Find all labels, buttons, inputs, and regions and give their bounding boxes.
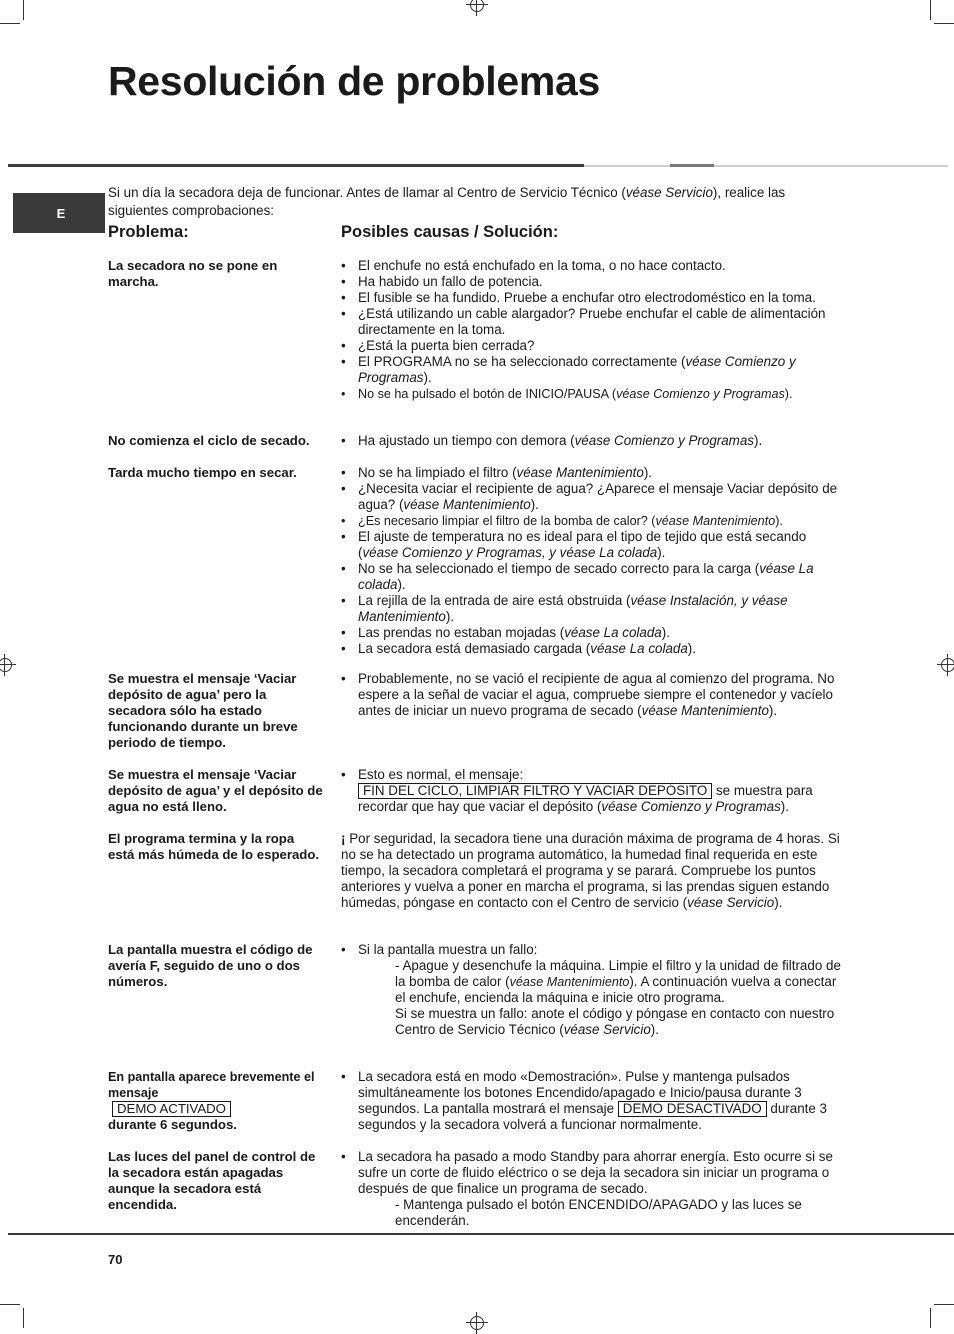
solution-block	[341, 831, 841, 911]
problem-text: Se muestra el mensaje ‘Vaciar depósito de agua’ pero la secadora sólo ha estado funcionando durante un breve periodo de tiempo.	[108, 671, 298, 750]
problem-text: Se muestra el mensaje ‘Vaciar depósito de agua’ y el depósito de agua no está lleno.	[108, 767, 323, 814]
page-number: 70	[108, 1252, 123, 1267]
list-item: • La secadora está demasiado cargada (véase La colada).	[341, 641, 841, 657]
problem-text: La secadora no se pone en marcha.	[108, 258, 278, 289]
sub-instruction: Si se muestra un fallo: anote el código y póngase en contacto con nuestro Centro de Servicio Técnico (véase Servicio).	[395, 1006, 835, 1037]
solution-block	[341, 465, 841, 657]
display-message-box: DEMO DESACTIVADO	[618, 1101, 767, 1117]
solution-block	[341, 671, 841, 719]
sub-instruction: - Apague y desenchufe la máquina. Limpie el filtro y la unidad de filtrado de la bomba de calor (véase Mantenimiento). A continuación vuelva a conectar el enchufe, encienda la máquina e inicie otro programa.	[395, 958, 841, 1005]
solution-block	[341, 1149, 841, 1229]
display-message-box: FIN DEL CICLO, LIMPIAR FILTRO Y VACIAR DEPÓSITO	[358, 783, 712, 799]
problem-column-header: Problema:	[108, 223, 189, 241]
solution-block	[341, 1069, 841, 1133]
sub-instruction: - Mantenga pulsado el botón ENCENDIDO/APAGADO y las luces se encenderán.	[395, 1197, 802, 1228]
problem-text: La pantalla muestra el código de avería F, seguido de uno o dos números.	[108, 942, 313, 989]
language-tab: E	[13, 193, 105, 233]
list-item: • ¿Necesita vaciar el recipiente de agua? ¿Aparece el mensaje Vaciar depósito de agua? (véase Mantenimiento).	[341, 481, 841, 513]
list-item: • Las prendas no estaban mojadas (véase La colada).	[341, 625, 841, 641]
registration-mark-right-icon	[937, 654, 954, 676]
registration-mark-top-icon	[466, 0, 488, 16]
list-item: • El enchufe no está enchufado en la toma, o no hace contacto.	[341, 258, 841, 274]
solution-column-header: Posibles causas / Solución:	[341, 223, 559, 241]
list-item: • No se ha pulsado el botón de INICIO/PAUSA (véase Comienzo y Programas).	[341, 386, 841, 402]
problem-text: Las luces del panel de control de la secadora están apagadas aunque la secadora está encendida.	[108, 1149, 316, 1212]
list-item: • Probablemente, no se vació el recipiente de agua al comienzo del programa. No espere a la señal de vaciar el agua, compruebe siempre el contenedor y vacíelo antes de iniciar un nuevo programa de secado (véase Mantenimiento).	[341, 671, 841, 719]
list-item: • Ha habido un fallo de potencia.	[341, 274, 841, 290]
list-item: • No se ha seleccionado el tiempo de secado correcto para la carga (véase La colada).	[341, 561, 841, 593]
list-item: • ¿Está la puerta bien cerrada?	[341, 338, 841, 354]
list-item: • ¿Está utilizando un cable alargador? Pruebe enchufar el cable de alimentación directamente en la toma.	[341, 306, 841, 338]
page-title: Resolución de problemas	[108, 58, 601, 104]
header-rule-segment	[670, 164, 714, 167]
problem-text: Tarda mucho tiempo en secar.	[108, 465, 297, 480]
solution-block	[341, 433, 841, 449]
header-rule	[8, 164, 584, 167]
footer-rule	[8, 1233, 954, 1235]
registration-mark-left-icon	[0, 654, 16, 676]
registration-mark-bottom-icon	[466, 1312, 488, 1334]
solution-paragraph: ¡ Por seguridad, la secadora tiene una duración máxima de programa de 4 horas. Si no se ha detectado un programa automático, la humedad final requerida en este tiempo, la secadora completará el programa y se parará. Compruebe los puntos anteriores y vuelva a poner en marcha el programa, si las prendas siguen estando húmedas, póngase en contacto con el Centro de servicio (véase Servicio).	[341, 831, 840, 910]
exclamation-mark: ¡	[341, 831, 346, 846]
list-item: • ¿Es necesario limpiar el filtro de la bomba de calor? (véase Mantenimiento).	[341, 513, 841, 529]
list-item: • La rejilla de la entrada de aire está obstruida (véase Instalación, y véase Mantenimiento).	[341, 593, 841, 625]
solution-block	[341, 767, 841, 815]
list-item: • Esto es normal, el mensaje: FIN DEL CICLO, LIMPIAR FILTRO Y VACIAR DEPÓSITO se muestra para recordar que hay que vaciar el depósito (véase Comienzo y Programas).	[341, 767, 841, 815]
list-item: • El fusible se ha fundido. Pruebe a enchufar otro electrodoméstico en la toma.	[341, 290, 841, 306]
list-item: • Ha ajustado un tiempo con demora (véase Comienzo y Programas).	[341, 433, 841, 449]
display-message-box: DEMO ACTIVADO	[112, 1101, 231, 1117]
intro-text: Si un día la secadora deja de funcionar. Antes de llamar al Centro de Servicio Técnico (véase Servicio), realice las siguientes comprobaciones:	[108, 185, 786, 218]
list-item: • No se ha limpiado el filtro (véase Mantenimiento).	[341, 465, 841, 481]
list-item: • La secadora está en modo «Demostración». Pulse y mantenga pulsados simultáneamente los botones Encendido/apagado e Inicio/pausa durante 3 segundos. La pantalla mostrará el mensaje DEMO DESACTIVADO durante 3 segundos y la secadora volverá a funcionar normalmente.	[341, 1069, 841, 1133]
list-item: • Si la pantalla muestra un fallo:	[341, 942, 841, 958]
problem-text: En pantalla aparece brevemente el mensaje DEMO ACTIVADO durante 6 segundos.	[108, 1070, 315, 1132]
header-rule-segment	[584, 165, 670, 167]
list-item: • El PROGRAMA no se ha seleccionado correctamente (véase Comienzo y Programas).	[341, 354, 841, 386]
solution-block	[341, 258, 841, 402]
list-item: • La secadora ha pasado a modo Standby para ahorrar energía. Esto ocurre si se sufre un corte de fluido eléctrico o se deja la secadora sin iniciar un programa o después de que finalice un programa de secado.	[341, 1149, 841, 1197]
problem-text: El programa termina y la ropa está más húmeda de lo esperado.	[108, 831, 320, 862]
header-rule-segment	[714, 165, 948, 167]
list-item: • El ajuste de temperatura no es ideal para el tipo de tejido que está secando (véase Comienzo y Programas, y véase La colada).	[341, 529, 841, 561]
problem-text: No comienza el ciclo de secado.	[108, 433, 310, 448]
solution-block	[341, 942, 841, 1038]
